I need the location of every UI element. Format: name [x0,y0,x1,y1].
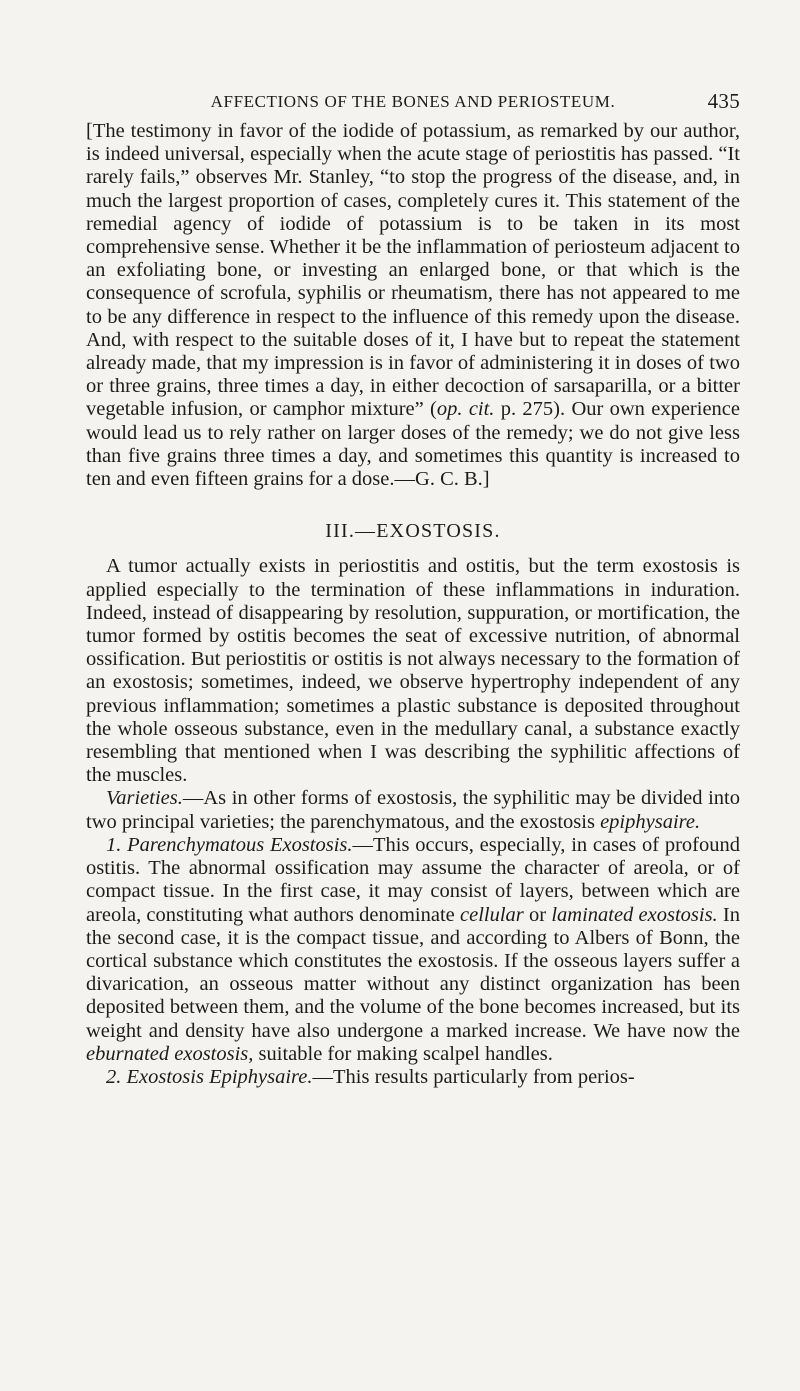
eburnated-term: eburnated exostosis, [86,1042,254,1065]
exostosis-intro-paragraph: A tumor actually exists in periostitis and ostitis, but the term exostosis is applied especially to the termination of these inflammations in induration. Indeed, instead of disappearing by resolution, suppuration, or mortification, the tumor formed by ostitis becomes the seat of excessive nutrition, of abnormal ossification. But periostitis or ostitis is not always necessary to the formation of an exostosis; sometimes, indeed, we observe hypertrophy independent of any previous inflammation; sometimes a plastic substance is deposited throughout the whole osseous substance, even in the medullary canal, a substance exactly resembling that mentioned when I was describing the syphilitic affections of the muscles. [86,555,740,787]
varieties-paragraph [86,787,740,833]
body-text [86,120,740,1089]
varieties-label: Varieties. [106,787,183,810]
epiphysaire-paragraph [86,1066,740,1089]
epiphysaire-label: 2. Exostosis Epiphysaire. [106,1065,313,1088]
running-header [86,89,740,116]
epiphysaire-term: epiphysaire. [600,810,701,833]
editor-note-tail: p. 275). Our own experience would lead us to rely rather on larger doses of the remedy; we do not give less than five grains three times a day, and sometimes this quantity is increased to ten and even fifteen grains for a dose.—G. C. B.] [86,398,741,491]
laminated-term: laminated exostosis. [551,903,718,926]
citation: op. cit. [436,398,495,421]
page-number: 435 [707,89,740,113]
editor-note-paragraph: [The testimony in favor of the iodide of potassium, as remarked by our author, is indeed universal, especially when the acute stage of periostitis has passed. “It rarely fails,” observes Mr. Stanley, “to stop the progress of the disease, and, in much the largest proportion of cases, completely cures it. This statement of the remedial agency of iodide of potassium is to be taken in its most comprehensive sense. Whether it be the inflammation of periosteum adjacent to an exfoliating bone, or investing an enlarged bone, or that which is the consequence of scrofula, syphilis or rheumatism, there has not appeared to me to be any difference in respect to the influence of this remedy upon the disease. And, with respect to the suitable doses of it, I have but to repeat the statement already made, that my impression is in favor of administering it in doses of two or three grains, three times a day, in either decoction of sarsaparilla, or a bitter vegetable infusion, or camphor mixture” (op. cit. p. 275). Our own experience would lead us to rely rather on larger doses of the remedy; we do not give less than five grains three times a day, and sometimes this quantity is increased to ten and even fifteen grains for a dose.—G. C. B.] [86,120,741,491]
or-word: or [529,903,547,926]
editor-note-text: [The testimony in favor of the iodide of potassium, as remarked by our author, is indeed universal, especially when the acute stage of periostitis has passed. “It rarely fails,” observes Mr. Stanley, “to stop the progress of the disease, and, in much the largest proportion of cases, completely cures it. This statement of the remedial agency of iodide of potassium is to be taken in its most comprehensive sense. Whether it be the inflammation of periosteum adjacent to an exfoliating bone, or investing an enlarged bone, or that which is the consequence of scrofula, syphilis or rheumatism, there has not appeared to me to be any difference in respect to the influence of this remedy upon the disease. And, with respect to the suitable doses of it, I have but to repeat the statement already made, that my impression is in favor of administering it in doses of two or three grains, three times a day, in either decoction of sarsaparilla, or a bitter vegetable infusion, or camphor mixture” [86,120,740,421]
running-title: AFFECTIONS OF THE BONES AND PERIOSTEUM. [210,92,616,111]
parenchymatous-paragraph [86,834,740,1066]
section-heading: III.—EXOSTOSIS. [325,520,501,543]
varieties-text: —As in other forms of exostosis, the syphilitic may be divided into two principal varieties; the parenchymatous, and the exostosis [86,787,740,833]
epiphysaire-text: —This results particularly from perios- [312,1065,635,1088]
cellular-term: cellular [460,903,524,926]
parenchymatous-text-c: suitable for making scalpel handles. [258,1042,553,1065]
parenchymatous-text-a: —This occurs, especially, in cases of profound ostitis. The abnormal ossification may assume the character of areola, or of compact tissue. In the first case, it may consist of layers, between which are areola, constituting what authors denominate [86,833,740,926]
parenchymatous-label: 1. Parenchymatous Exostosis. [106,833,353,856]
parenchymatous-text-b: In the second case, it is the compact tissue, and according to Albers of Bonn, the cortical substance which constitutes the exostosis. If the osseous layers suffer a divarication, an osseous matter without any distinct organization has been deposited between them, and the volume of the bone becomes increased, but its weight and density have also undergone a marked increase. We have now the [86,903,740,1042]
